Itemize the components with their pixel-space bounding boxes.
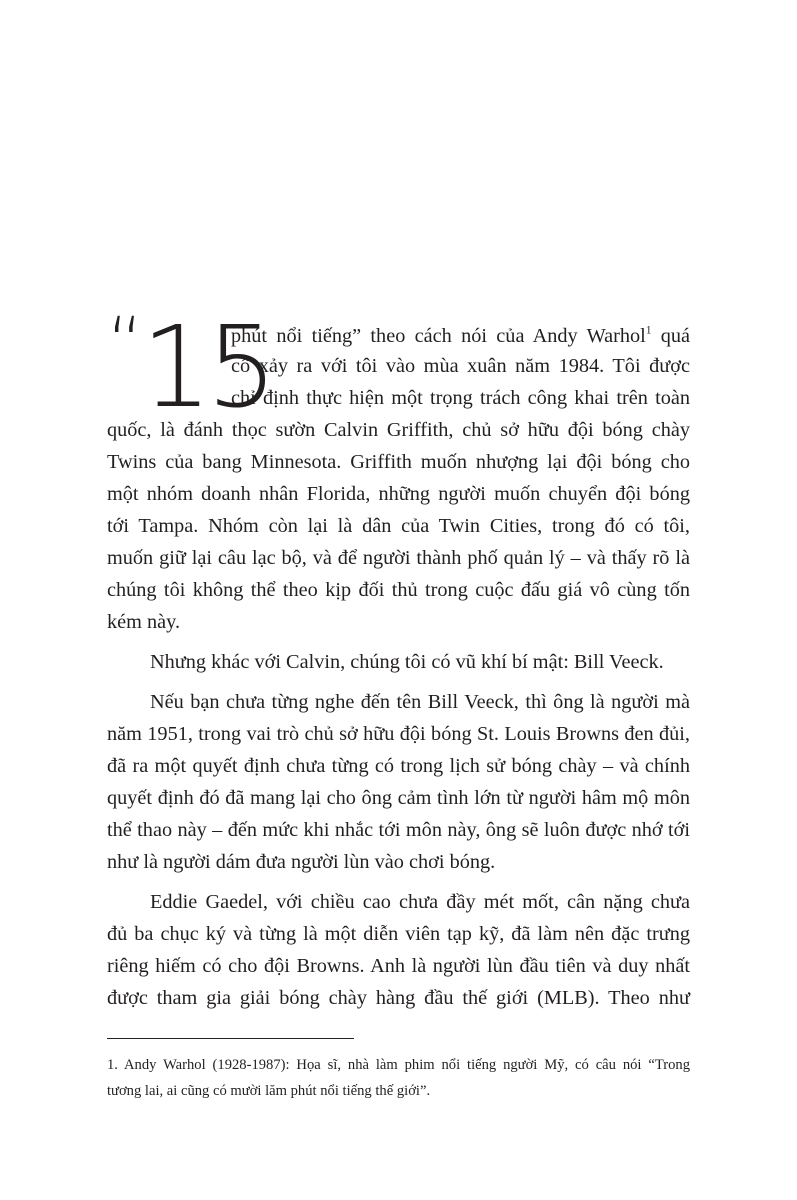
drop-cap-quote-mark: “: [107, 302, 140, 384]
text-line: đã ra một quyết định chưa từng có trong lịch sử bóng chày – và chính: [107, 755, 690, 777]
text-line: tới Tampa. Nhóm còn lại là dân của Twin Cities, trong đó có tôi,: [107, 515, 690, 537]
text-line: cố xảy ra với tôi vào mùa xuân năm 1984. Tôi được: [231, 355, 690, 377]
text-line: chúng tôi không thể theo kịp đối thủ trong cuộc đấu giá vô cùng tốn: [107, 579, 690, 601]
text-line: quốc, là đánh thọc sườn Calvin Griffith, chủ sở hữu đội bóng chày: [107, 419, 690, 441]
text-line: Twins của bang Minnesota. Griffith muốn nhượng lại đội bóng cho: [107, 451, 690, 473]
text-line: một nhóm doanh nhân Florida, những người muốn chuyển đội bóng: [107, 483, 690, 505]
footnote-line: 1. Andy Warhol (1928-1987): Họa sĩ, nhà làm phim nổi tiếng người Mỹ, có câu nói “Trong: [107, 1057, 690, 1073]
text-line: chỉ định thực hiện một trọng trách công khai trên toàn: [231, 387, 690, 409]
footnote-line: tương lai, ai cũng có mười lăm phút nổi tiếng thế giới”.: [107, 1083, 431, 1099]
text-line: năm 1951, trong vai trò chủ sở hữu đội bóng St. Louis Browns đen đủi,: [107, 723, 690, 745]
text-line: phút nổi tiếng” theo cách nói của Andy Warhol$^1$ quá: [231, 324, 690, 347]
text-line: như là người dám đưa người lùn vào chơi bóng.: [107, 851, 496, 873]
text-line: thể thao này – đến mức khi nhắc tới môn này, ông sẽ luôn được nhớ tới: [107, 819, 690, 841]
footnote-ref: 1: [645, 324, 652, 337]
text-line: Nếu bạn chưa từng nghe đến tên Bill Veeck, thì ông là người mà: [150, 691, 690, 713]
footnote-divider: [107, 1038, 354, 1039]
text-line: kém này.: [107, 611, 181, 633]
text-line: muốn giữ lại câu lạc bộ, và để người thành phố quản lý – và thấy rõ là: [107, 547, 690, 569]
text-line: quyết định đó đã mang lại cho ông cảm tình lớn từ người hâm mộ môn: [107, 787, 690, 809]
drop-cap-number: 15: [141, 303, 272, 433]
text-line: Nhưng khác với Calvin, chúng tôi có vũ khí bí mật: Bill Veeck.: [150, 651, 664, 673]
text-line: được tham gia giải bóng chày hàng đầu thế giới (MLB). Theo như: [107, 987, 690, 1009]
text-line: Eddie Gaedel, với chiều cao chưa đầy mét mốt, cân nặng chưa: [150, 891, 690, 913]
text-line: đủ ba chục ký và từng là một diễn viên tạp kỹ, đã làm nên đặc trưng: [107, 923, 690, 945]
text-line: riêng hiếm có cho đội Browns. Anh là người lùn đầu tiên và duy nhất: [107, 955, 690, 977]
